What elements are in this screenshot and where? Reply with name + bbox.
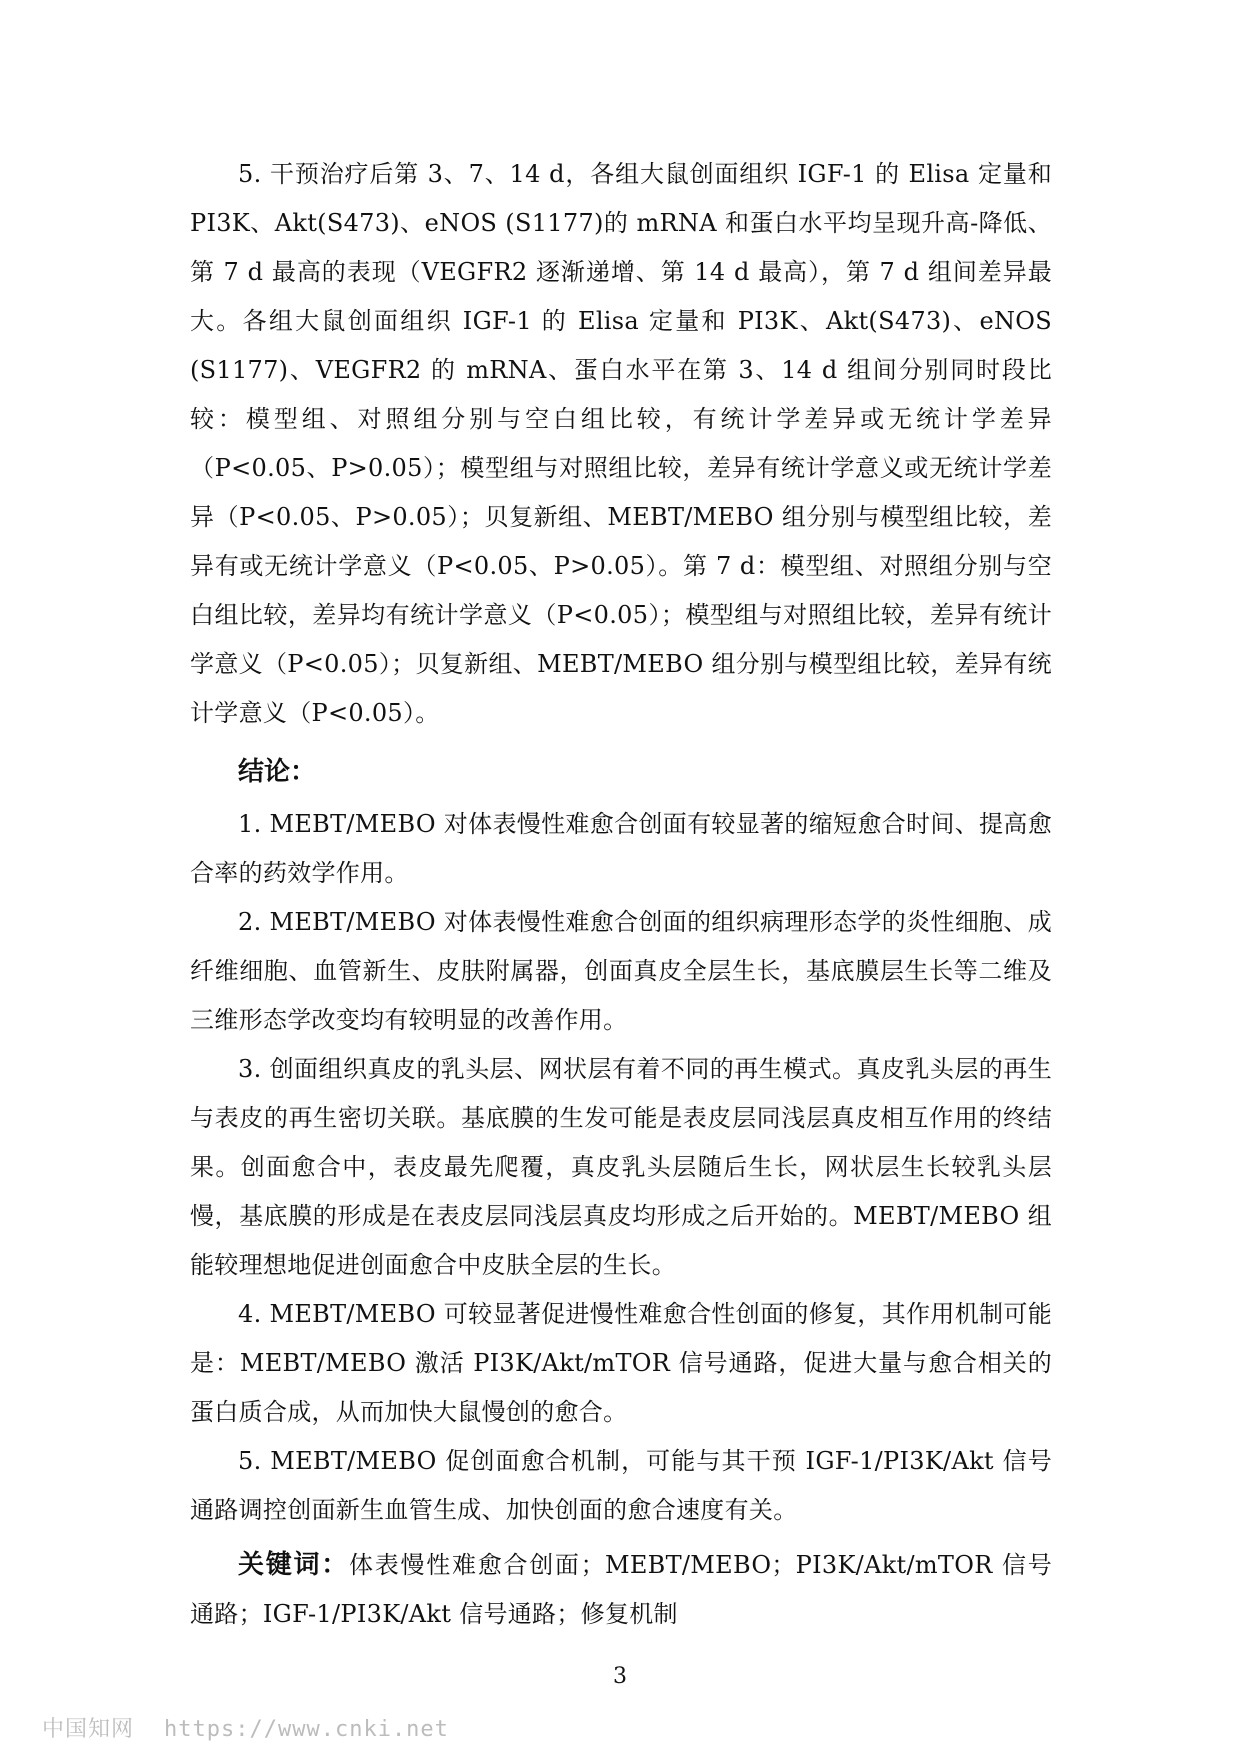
keywords-label: 关键词： bbox=[238, 1550, 349, 1580]
conclusion-item-1: 1. MEBT/MEBO 对体表慢性难愈合创面有较显著的缩短愈合时间、提高愈合率的药效学作用。 bbox=[190, 810, 1052, 887]
watermark-url: https://www.cnki.net bbox=[164, 1717, 449, 1742]
conclusion-item-2: 2. MEBT/MEBO 对体表慢性难愈合创面的组织病理形态学的炎性细胞、成纤维细胞、血管新生、皮肤附属器，创面真皮全层生长，基底膜层生长等二维及三维形态学改变均有较明显的改善作用。 bbox=[190, 908, 1052, 1034]
conclusion-heading: 结论： bbox=[238, 757, 317, 787]
result-paragraph-5: 5. 干预治疗后第 3、7、14 d，各组大鼠创面组织 IGF-1 的 Elisa 定量和 PI3K、Akt(S473)、eNOS (S1177)的 mRNA 和蛋白水平均呈现升高-降低、第 7 d 最高的表现（VEGFR2 逐渐递增、第 14 d 最高），第 7 d 组间差异最大。各组大鼠创面组织 IGF-1 的 Elisa 定量和 PI3K、Akt(S473)、eNOS (S1177)、VEGFR2 的 mRNA、蛋白水平在第 3、14 d 组间分别同时段比较：模型组、对照组分别与空白组比较，有统计学差异或无统计学差异（P<0.05、P>0.05）；模型组与对照组比较，差异有统计学意义或无统计学差异（P<0.05、P>0.05）；贝复新组、MEBT/MEBO 组分别与模型组比较，差异有或无统计学意义（P<0.05、P>0.05）。第 7 d：模型组、对照组分别与空白组比较，差异均有统计学意义（P<0.05）；模型组与对照组比较，差异有统计学意义（P<0.05）；贝复新组、MEBT/MEBO 组分别与模型组比较，差异有统计学意义（P<0.05）。 bbox=[190, 160, 1052, 727]
watermark-cn: 中国知网 bbox=[42, 1717, 135, 1742]
conclusion-item-3: 3. 创面组织真皮的乳头层、网状层有着不同的再生模式。真皮乳头层的再生与表皮的再生密切关联。基底膜的生发可能是表皮层同浅层真皮相互作用的终结果。创面愈合中，表皮最先爬覆，真皮乳头层随后生长，网状层生长较乳头层慢，基底膜的形成是在表皮层同浅层真皮均形成之后开始的。MEBT/MEBO 组能较理想地促进创面愈合中皮肤全层的生长。 bbox=[190, 1055, 1052, 1279]
conclusion-item-5: 5. MEBT/MEBO 促创面愈合机制，可能与其干预 IGF-1/PI3K/Akt 信号通路调控创面新生血管生成、加快创面的愈合速度有关。 bbox=[190, 1447, 1052, 1524]
keywords bbox=[190, 1541, 1052, 1639]
body-text bbox=[190, 150, 1052, 1639]
keywords-text: 体表慢性难愈合创面；MEBT/MEBO；PI3K/Akt/mTOR 信号通路；IGF-1/PI3K/Akt 信号通路；修复机制 bbox=[190, 1551, 1053, 1628]
conclusion-item-4: 4. MEBT/MEBO 可较显著促进慢性难愈合性创面的修复，其作用机制可能是：MEBT/MEBO 激活 PI3K/Akt/mTOR 信号通路，促进大量与愈合相关的蛋白质合成，从而加快大鼠慢创的愈合。 bbox=[190, 1300, 1052, 1426]
cnki-watermark bbox=[42, 1712, 449, 1743]
page-number: 3 bbox=[613, 1664, 627, 1689]
